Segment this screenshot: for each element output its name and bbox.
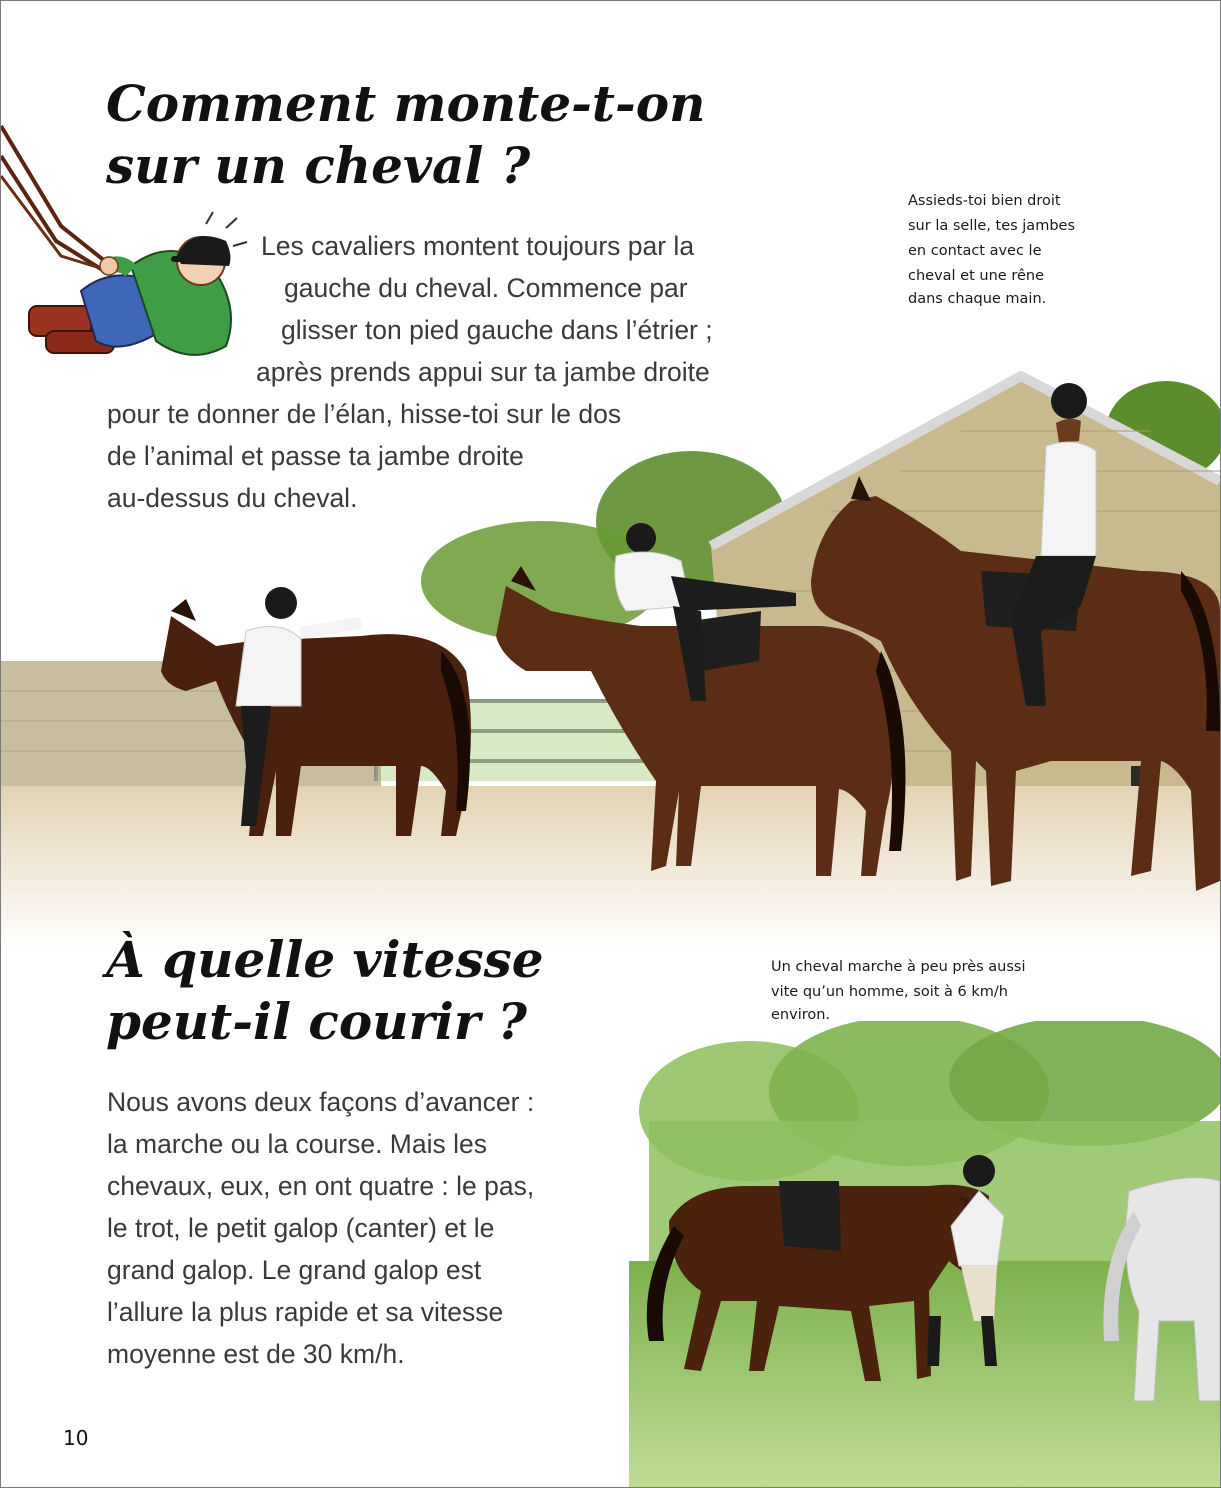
section1-body-line-7: au-dessus du cheval. — [107, 483, 358, 513]
section1-body-line-4: après prends appui sur ta jambe droite — [256, 357, 710, 387]
section2-body-line-3: chevaux, eux, en ont quatre : le pas, — [107, 1171, 535, 1201]
section2-caption-line-3: environ. — [771, 1007, 831, 1023]
section1-caption-line-4: cheval et une rêne — [908, 268, 1044, 284]
section2-caption-line-1: Un cheval marche à peu près aussi — [771, 959, 1026, 975]
section1-title-line-2: sur un cheval ? — [106, 136, 531, 195]
section2-title-line-1: À quelle vitesse — [106, 930, 544, 989]
section2-body-line-6: l’allure la plus rapide et sa vitesse — [107, 1297, 504, 1327]
section2-body-line-7: moyenne est de 30 km/h. — [107, 1339, 405, 1369]
section1-caption-line-5: dans chaque main. — [908, 291, 1047, 307]
section2-body-line-2: la marche ou la course. Mais les — [107, 1129, 487, 1159]
section1-body-line-2: gauche du cheval. Commence par — [284, 273, 688, 303]
section2-body-line-4: le trot, le petit galop (canter) et le — [107, 1213, 495, 1243]
section1-caption-line-2: sur la selle, tes jambes — [908, 218, 1075, 234]
section2-caption-line-2: vite qu’un homme, soit à 6 km/h — [771, 984, 1008, 1000]
section1-body-line-5: pour te donner de l’élan, hisse-toi sur le dos — [107, 399, 622, 429]
section2-body-line-5: grand galop. Le grand galop est — [107, 1255, 482, 1285]
section1-title-line-1: Comment monte-t-on — [106, 74, 706, 133]
section1-body-line-1: Les cavaliers montent toujours par la — [261, 231, 695, 261]
section2-body-line-1: Nous avons deux façons d’avancer : — [107, 1087, 535, 1117]
section1-caption-line-1: Assieds-toi bien droit — [908, 193, 1061, 209]
section1-body-line-6: de l’animal et passe ta jambe droite — [107, 441, 524, 471]
section1-body-line-3: glisser ton pied gauche dans l’étrier ; — [281, 315, 713, 345]
section1-caption-line-3: en contact avec le — [908, 243, 1042, 259]
page-number: 10 — [63, 1426, 89, 1450]
section2-title-line-2: peut-il courir ? — [106, 992, 527, 1051]
walking-horse-illustration — [629, 1021, 1220, 1487]
